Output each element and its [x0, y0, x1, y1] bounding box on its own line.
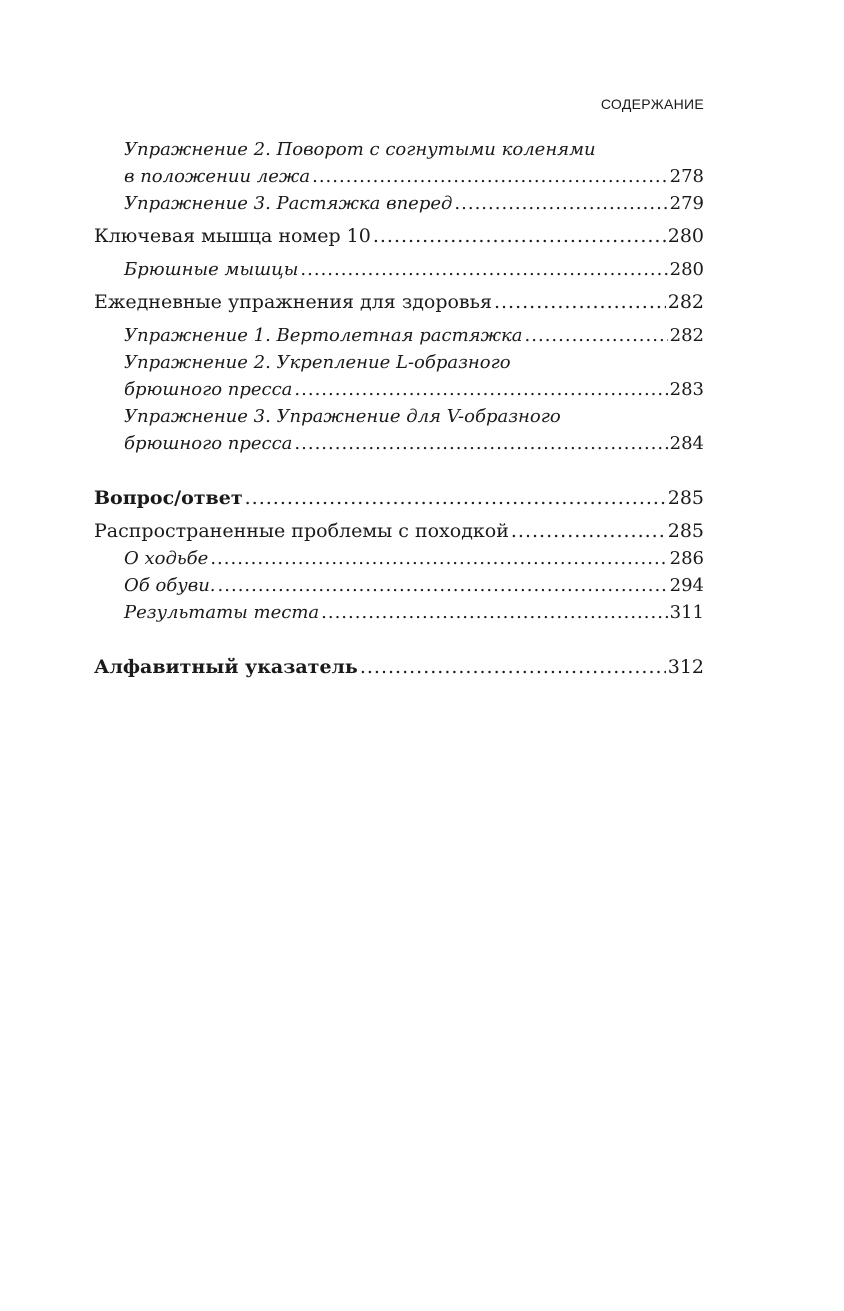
toc-section-title: Распространенные проблемы с походкой: [94, 520, 509, 542]
dot-leader: [210, 545, 667, 572]
toc-page-number: 280: [667, 225, 704, 247]
toc-entry-title: О ходьбе: [124, 548, 209, 569]
toc-chapter-title: Вопрос/ответ: [94, 487, 243, 509]
toc-entry-title: Упражнение 3. Растяжка вперед: [124, 193, 453, 214]
dot-leader: [294, 430, 667, 457]
dot-leader: [300, 256, 667, 283]
toc-page-number: 294: [669, 575, 704, 596]
dot-leader: [360, 654, 666, 681]
toc-entry: [94, 256, 704, 283]
toc-entry-title: в положении лежа: [124, 166, 311, 187]
toc-entry-line: Упражнение 2. Поворот с согнутыми коленями: [124, 139, 596, 160]
toc-page: [94, 0, 704, 1311]
toc-entry-line: Упражнение 3. Упражнение для V-образного: [124, 406, 561, 427]
dot-leader: [511, 518, 666, 545]
toc-page-number: 286: [669, 548, 704, 569]
dot-leader: [494, 289, 666, 316]
toc-page-number: 278: [669, 166, 704, 187]
toc-entry: [94, 599, 704, 626]
toc-entry: [94, 430, 704, 457]
toc-section: [94, 518, 704, 545]
toc-page-number: 284: [669, 433, 704, 454]
dot-leader: [218, 572, 668, 599]
running-header: СОДЕРЖАНИЕ: [600, 96, 704, 112]
toc-entry-title: Брюшные мышцы: [124, 259, 299, 280]
toc-entry: [94, 322, 704, 349]
dot-leader: [454, 190, 667, 217]
toc-entry: [94, 545, 704, 572]
toc-entry: [94, 572, 704, 599]
dot-leader: [294, 376, 667, 403]
toc-section-title: Ключевая мышца номер 10: [94, 225, 371, 247]
toc-page-number: 282: [669, 325, 704, 346]
toc-entry: [94, 163, 704, 190]
toc-page-number: 282: [667, 291, 704, 313]
toc-entry: [94, 190, 704, 217]
toc-page-number: 311: [669, 602, 704, 623]
toc-entry-title: брюшного пресса: [124, 433, 293, 454]
toc-entry-title: Упражнение 1. Вертолетная растяжка: [124, 325, 523, 346]
dot-leader: [312, 163, 668, 190]
toc-page-number: 285: [667, 520, 704, 542]
toc-entry-title: Об обуви.: [124, 575, 216, 596]
toc-page-number: 280: [669, 259, 704, 280]
dot-leader: [525, 322, 668, 349]
dot-leader: [321, 599, 668, 626]
toc-section-title: Ежедневные упражнения для здоровья: [94, 291, 492, 313]
toc-chapter: [94, 654, 704, 681]
toc-chapter: [94, 485, 704, 512]
toc-entry-line: Упражнение 2. Укрепление L-образного: [124, 352, 511, 373]
dot-leader: [373, 223, 666, 250]
toc-entry-title: Результаты теста: [124, 602, 320, 623]
toc-entry-title: брюшного пресса: [124, 379, 293, 400]
toc-page-number: 285: [667, 487, 704, 509]
dot-leader: [245, 485, 666, 512]
toc-chapter-title: Алфавитный указатель: [94, 656, 358, 678]
toc-section: [94, 289, 704, 316]
toc-section: [94, 223, 704, 250]
toc-page-number: 279: [669, 193, 704, 214]
toc-entry: [94, 376, 704, 403]
table-of-contents: [94, 136, 704, 681]
toc-page-number: 312: [667, 656, 704, 678]
toc-page-number: 283: [669, 379, 704, 400]
